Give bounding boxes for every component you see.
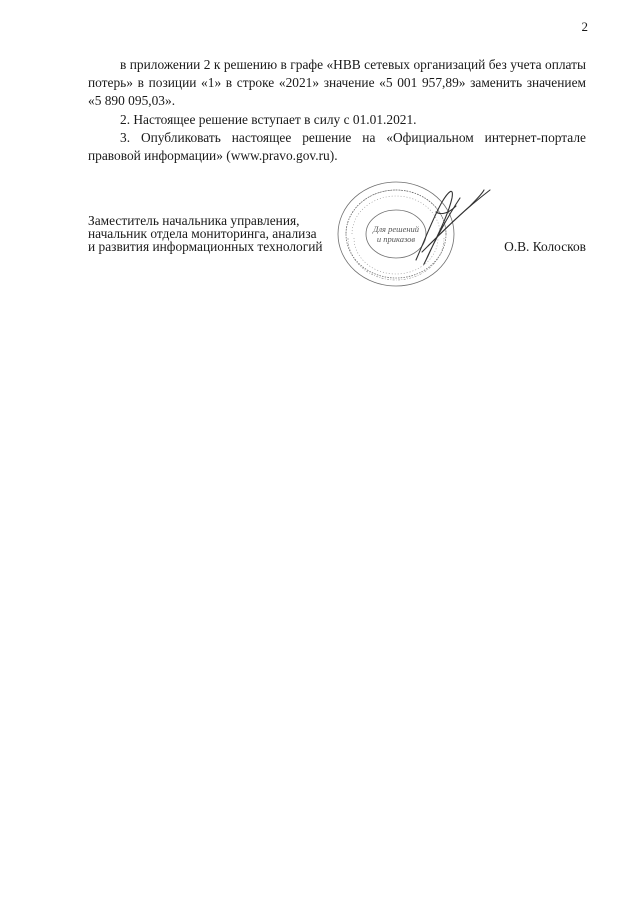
document-body (88, 56, 586, 165)
page-number: 2 (581, 19, 588, 34)
paragraph-effective-date: 2. Настоящее решение вступает в силу с 01.01.2021. (120, 111, 417, 127)
signatory-name: О.В. Колосков (504, 239, 586, 254)
paragraph-amendment: в приложении 2 к решению в графе «НВВ сетевых организаций без учета оплаты потерь» в позиции «1» в строке «2021» значение «5 001 957,89» заменить значением «5 890 095,03». (88, 57, 586, 109)
signatory-title-line-2: начальник отдела мониторинга, анализа (88, 226, 317, 241)
signatory-title-line-1: Заместитель начальника управления, (88, 213, 300, 228)
seal-inner-text-line-2: и приказов (376, 234, 416, 244)
signatory-title-line-3: и развития информационных технологий (88, 239, 323, 254)
seal-inner-text-line-1: Для решений (372, 224, 420, 234)
paragraph-publication: 3. Опубликовать настоящее решение на «Официальном интернет-портале правовой информации» (www.pravo.gov.ru). (88, 129, 586, 164)
signature-block (88, 214, 586, 253)
